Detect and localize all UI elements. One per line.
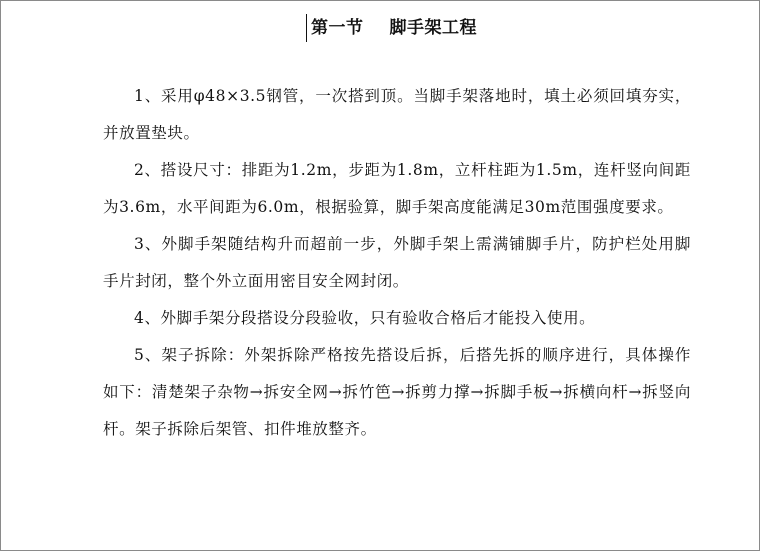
document-body — [103, 78, 691, 448]
paragraph-5: 5、架子拆除：外架拆除严格按先搭设后拆，后搭先拆的顺序进行，具体操作如下：清楚架子杂物→拆安全网→拆竹笆→拆剪力撑→拆脚手板→拆横向杆→拆竖向杆。架子拆除后架管、扣件堆放整齐。 — [103, 346, 691, 438]
section-number: 第一节 — [311, 18, 364, 38]
paragraph-1: 1、采用φ48×3.5钢管，一次搭到顶。当脚手架落地时，填土必须回填夯实，并放置垫块。 — [103, 87, 691, 142]
section-name: 脚手架工程 — [389, 18, 477, 38]
section-title — [306, 14, 477, 42]
paragraph-4: 4、外脚手架分段搭设分段验收，只有验收合格后才能投入使用。 — [134, 309, 596, 327]
paragraph-3: 3、外脚手架随结构升而超前一步，外脚手架上需满铺脚手片，防护栏处用脚手片封闭，整个外立面用密目安全网封闭。 — [103, 235, 691, 290]
paragraph-2: 2、搭设尺寸：排距为1.2m，步距为1.8m，立杆柱距为1.5m，连杆竖向间距为3.6m，水平间距为6.0m，根据验算，脚手架高度能满足30m范围强度要求。 — [103, 161, 691, 216]
